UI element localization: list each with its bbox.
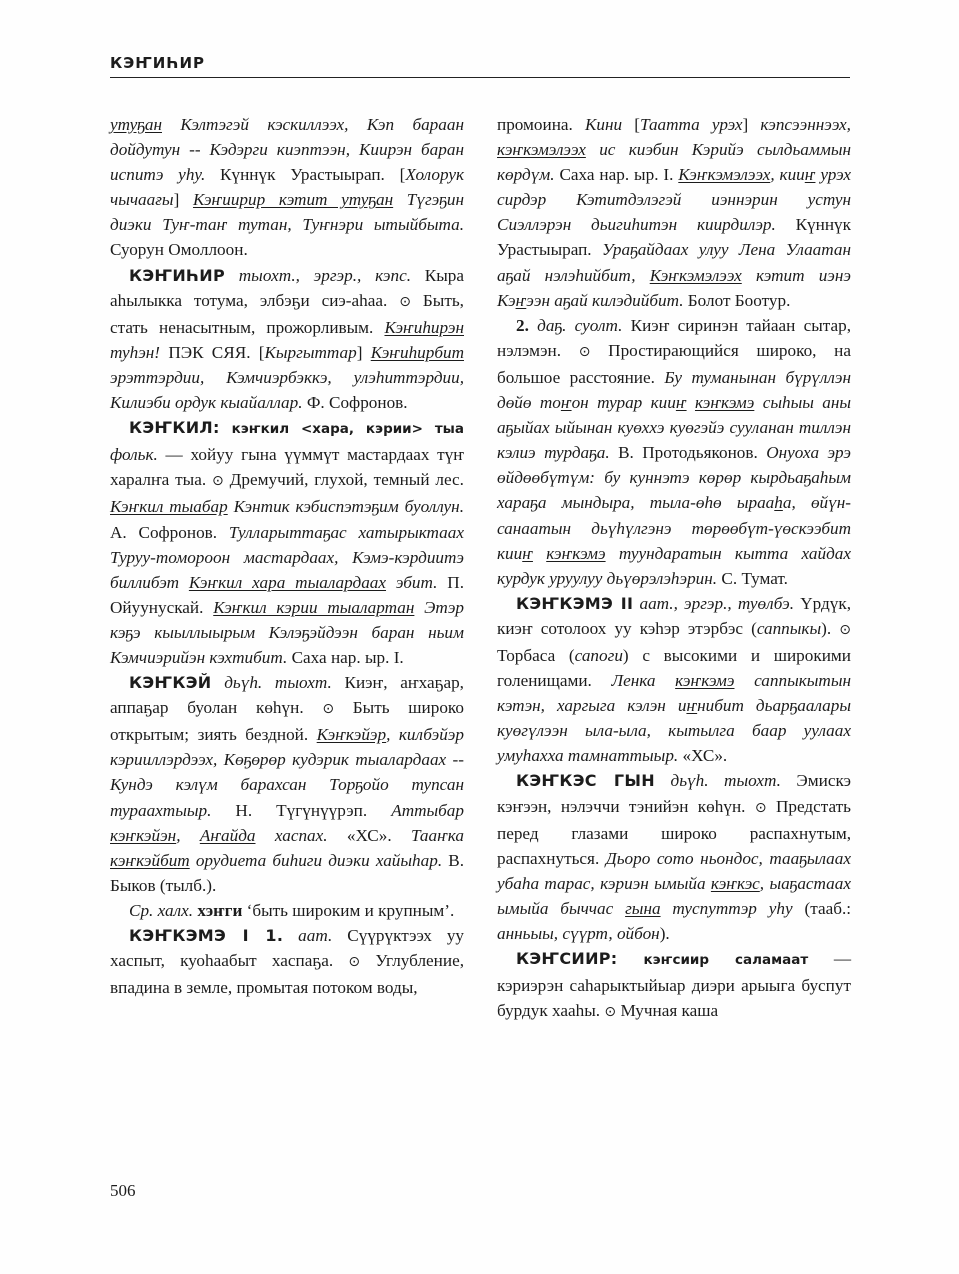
quote-text: кэтит иэнэ Кэ xyxy=(497,265,851,310)
source: (тааб.: xyxy=(792,898,852,918)
bracket: ] xyxy=(173,190,193,210)
quote-text: Ураҕайдаах улуу Лена Улаатан аҕай нэлэһийбит, xyxy=(497,240,851,285)
example-word: Кэҥкил кэрии тыалартан xyxy=(213,597,415,617)
right-column xyxy=(497,112,851,1025)
example-letter: ҥ xyxy=(804,165,816,185)
entry-kenkes-gyn xyxy=(497,768,851,946)
definition: Үрдүк, киэҥ сотолоох уу кэһэр этэрбэс ( xyxy=(497,593,851,638)
entry-continuation xyxy=(497,112,851,313)
grammar-label: аат. xyxy=(283,926,333,945)
quote-text: Дьоро сото ньондос, тааҕылаах убаһа тарас, кэриэн ымыйа xyxy=(497,848,851,893)
headword-phrase: кэҥсиир саламаат xyxy=(617,952,809,969)
sense-number: 2. xyxy=(516,315,529,335)
entry-kenkeme-ii xyxy=(497,591,851,769)
quote-text: ис киэбин Кэрийэ сылдьаммын көрдүм. xyxy=(497,140,851,185)
bracket: ] xyxy=(742,115,761,134)
source: С. Тумат. xyxy=(717,568,788,588)
grammar-label: аат., эргэр., туөлбэ. xyxy=(633,593,795,613)
translation-gloss: сапоги xyxy=(574,645,623,665)
quote-text: Кини xyxy=(585,115,623,134)
quote-text: хаспах. xyxy=(255,825,328,845)
quote-text: туспуттэр уһу xyxy=(660,898,793,918)
definition: Сүүрүктээх уу хаспыт, куоһаабыт хаспаҕа. xyxy=(110,926,465,971)
grammar-label: Ср. халх. xyxy=(129,900,194,920)
definition: Эмискэ кэҥээн, нэлэччи тэнийэн көһүн. xyxy=(497,771,851,816)
cognate-word: хэҥги xyxy=(193,900,243,920)
grammar-label: даҕ. суолт. xyxy=(528,315,623,335)
example-word: Кэҥиирир кэтит утуҕан xyxy=(192,190,394,210)
translation-marker-icon: ⊙ xyxy=(348,954,361,971)
translation: ) с высокими и широкими голенищами. xyxy=(497,645,851,691)
example-word: кэҥкэмэ xyxy=(675,671,735,691)
example-letter: ҥ xyxy=(515,290,527,310)
translation: Торбаса ( xyxy=(497,645,575,665)
quote-text: кэпсээннээх, xyxy=(760,115,851,134)
source: Суорун Омоллоон. xyxy=(110,240,248,260)
translation-marker-icon: ⊙ xyxy=(322,701,335,718)
example-word: Кэҥкэмэлээх xyxy=(678,165,771,185)
source: Саха нар. ыр. I. xyxy=(287,647,404,667)
translation: Предстать перед глазами широко распахнутым, распахнуться. xyxy=(497,796,851,868)
source: Күннүк Урастыырап. [ xyxy=(205,165,406,185)
source: Н. Түгүнүүрэп. xyxy=(211,800,392,820)
definition: — кэриэрэн саһарыктыйыар диэри арыыга буспут бурдук хааһы. xyxy=(497,949,852,1021)
translation-marker-icon: ⊙ xyxy=(578,343,591,360)
example-word: Кэҥкэйэр xyxy=(316,725,387,745)
running-head: КЭҤИҺИР xyxy=(110,54,206,72)
quote-text: сыһыы аны аҕыйах ыйынан куөххэ куөгэйэ сууланан тиллэн кэлиэ турдаҕа. xyxy=(497,393,852,463)
definition: — хойуу гына үүммүт мастардаах түҥ харалҥа тыа. xyxy=(110,445,464,490)
example-word: кэҥкэмэ xyxy=(694,393,755,413)
entry-continuation xyxy=(110,112,464,263)
quote-text: эбит. xyxy=(386,572,438,592)
translation-marker-icon: ⊙ xyxy=(839,621,851,638)
quote-text: , ыаҕастаах ымыйа быччас xyxy=(497,873,851,918)
example-word: Кэҥкил тыабар xyxy=(110,497,228,517)
bracket: [ xyxy=(622,115,641,134)
headword: КЭҤСИИР: xyxy=(516,949,618,969)
example-letter: һ xyxy=(774,493,783,513)
translation-marker-icon: ⊙ xyxy=(212,473,224,490)
quote-text: эрэттэрдии, Кэмчиэрбэккэ, улэһиттэрдии, Килиэби ордук кыайаллар. xyxy=(110,367,464,413)
quote-text: , кии xyxy=(770,165,805,185)
entry-kenkei xyxy=(110,670,464,898)
example-word: Кэҥкил хара тыалардаах xyxy=(188,572,387,592)
example-letter: ҥ xyxy=(522,543,533,563)
translation: промоина. xyxy=(497,115,585,134)
quote-text: туһэн! xyxy=(110,342,169,362)
header-rule xyxy=(110,77,850,78)
source: В. Быков (тылб.). xyxy=(110,850,464,895)
definition-gloss: саппыкы xyxy=(756,618,822,638)
example-word: кэҥкэйэн xyxy=(110,825,177,845)
example-word: Кэҥиһирбит xyxy=(370,342,464,362)
quote-text: Кэнтик кэбиспэтэҕим буоллун. xyxy=(227,497,464,517)
quote-text: Ленка xyxy=(611,671,676,691)
example-word: кэҥкэйбит xyxy=(110,850,190,870)
example-word: утуҕан xyxy=(110,115,162,134)
translation-marker-icon: ⊙ xyxy=(399,293,411,310)
quote-text: анньыы, сүүрт, ойбон xyxy=(497,924,660,943)
headword: КЭҤИҺИР xyxy=(129,265,225,285)
quote-text: ээн аҕай килэдийбит. xyxy=(526,290,684,310)
quote-text: а, өйүн-санаатын дьүһүлгэнэ төрөөбүт-үөскээбит кии xyxy=(497,493,851,563)
translation: Быть, стать ненасытным, прожорливым. xyxy=(110,290,464,337)
grammar-label: дьүһ. тыохт. xyxy=(211,673,332,693)
definition: ). xyxy=(821,618,840,638)
headword: КЭҤКЭС ГЫН xyxy=(516,771,655,791)
quote-text: Тааҥка xyxy=(410,825,464,845)
grammar-label: дьүһ. тыохт. xyxy=(655,771,781,791)
translation: Дремучий, глухой, темный лес. xyxy=(223,470,464,490)
definition: Киэҥ, аҥхаҕар, аппаҕар буолан көһүн. xyxy=(110,673,464,718)
quote-text: Этэр кэҕэ кыыллыырым Кэлэҕэйдээн баран ньим Кэмчиэрийэн кэхтибит. xyxy=(110,597,465,667)
source: П. Ойуунускай. xyxy=(110,572,464,617)
example-letter: ҥ xyxy=(560,393,572,413)
example-word: Кэҥкэмэлээх xyxy=(649,265,742,285)
source: «ХС». xyxy=(327,825,411,845)
quote-text: нибит дьарҕаалары куөгүлээн ыла-ыла, кытылга баар уулаах умуһахха тамнаттыыр. xyxy=(497,696,851,766)
translation-marker-icon: ⊙ xyxy=(754,799,767,816)
translation: Простирающийся широко, на большое расстояние. xyxy=(497,340,851,387)
quote-text: урэх сирдэр Кэтитдэлэгэй иэннэрин устун Сиэллэрэн дьигиһитэн киирдилэр. xyxy=(497,165,851,235)
quote-text: Бу туманынан бүрүллэн дөйө то xyxy=(497,367,851,413)
quote-text: , xyxy=(176,825,200,845)
entry-kenihir xyxy=(110,263,464,416)
example-word: кэҥкэс xyxy=(710,873,760,893)
example-word: кэҥкэмэ xyxy=(546,543,606,563)
example-word: Кэҥиһирэн xyxy=(384,317,464,337)
entry-kenkil xyxy=(110,415,464,670)
grammar-label: тыохт., эргэр., кэпс. xyxy=(225,265,411,285)
quote-text: туундаратын кытта хайдах курдук уруулуу дьүөрэлэһэрин. xyxy=(497,543,852,588)
quote-text xyxy=(687,393,695,412)
headword: КЭҤКЭМЭ I 1. xyxy=(129,926,284,945)
example-letter: ҥ xyxy=(675,393,687,413)
definition: Киэҥ сиринэн тайаан сытар, нэлэмэн. xyxy=(497,315,851,360)
source: ПЭК СЯЯ. [ xyxy=(168,342,265,362)
source: Болот Боотур. xyxy=(683,290,791,310)
translation: Мучная каша xyxy=(616,1001,719,1021)
source: Ф. Софронов. xyxy=(302,393,408,413)
source: Күннүк Урастыырап. xyxy=(497,215,851,260)
translation: Углубление, впадина в земле, промытая потоком воды, xyxy=(110,951,464,998)
quote-text: , килбэйэр кэрииллэрдээх, Көҕөрөр кудэрик тыалардаах -- Кундэ кэлүм барахсан Торҕойо тупсан тураахтыыр. xyxy=(110,725,464,820)
example-word: гына xyxy=(625,898,661,918)
headword: КЭҤКЭЙ xyxy=(129,673,212,693)
quote-text: Таатта урэх xyxy=(640,115,743,134)
quote-text: Тулларыттаҕас хатырыктаах Туруу-томороон мастардаах, Кэмэ-кэрдиитэ биллибэт xyxy=(110,522,464,592)
headword: КЭҤКИЛ: xyxy=(129,418,220,438)
translation-marker-icon: ⊙ xyxy=(604,1004,617,1021)
left-column xyxy=(110,112,464,1000)
entry-kenkeme-2 xyxy=(497,313,851,591)
grammar-label: фольк. xyxy=(110,445,158,465)
quote-text: орудиета биһиги диэки хайыһар. xyxy=(189,850,443,870)
example-letter: ҥ xyxy=(686,696,698,716)
translation: Быть широко открытым; зиять бездной. xyxy=(110,698,464,745)
quote-text: Кэлтэгэй кэскиллээх, Кэп бараан дойдутун -- Кэдэрги киэптээн, Киирэн баран испитэ уһу. xyxy=(110,115,464,185)
entry-compare xyxy=(110,898,464,923)
quote-text: он турар кии xyxy=(571,393,676,413)
definition: Кыра аһылыкка тотума, элбэҕи сиэ-аһаа. xyxy=(110,265,464,310)
source: В. Протодьяконов. xyxy=(609,443,767,463)
quote-text: Түгэҕин диэки Туҥ-таҥ тутан, Туҥнэри ытыйбыта. xyxy=(110,190,465,235)
example-word: кэҥкэмэлээх xyxy=(497,140,586,160)
quote-text: Кыргыттар xyxy=(264,342,357,362)
entry-kensiir xyxy=(497,946,851,1025)
translation: ‘быть широким и крупным’. xyxy=(242,900,455,920)
page-number: 506 xyxy=(110,1181,136,1200)
source: Саха нар. ыр. I. xyxy=(554,165,679,185)
bracket: ] xyxy=(356,342,371,362)
quote-text xyxy=(533,544,546,563)
quote-text: Аттыбар xyxy=(391,800,464,820)
quote-text: саппыкытын кэтэн, харгыга кэлэн и xyxy=(497,671,851,716)
headword-phrase: кэҥкил <хара, кэрии> тыа xyxy=(219,421,464,438)
quote-text: Онуоха эрэ өйдөөбүтүм: бу куннэтэ көрөр кырдьаҕаһым хараҕа мындыра, тыла-өһө ыраа xyxy=(497,443,852,513)
source: ). xyxy=(659,924,670,943)
entry-kenkeme-1 xyxy=(110,923,464,1000)
headword: КЭҤКЭМЭ II xyxy=(516,593,634,613)
quote-text: Холорук чычаағы xyxy=(110,165,465,210)
source: «ХС». xyxy=(678,746,728,766)
example-word: Аҥайда xyxy=(199,825,256,845)
source: А. Софронов. xyxy=(110,522,229,542)
